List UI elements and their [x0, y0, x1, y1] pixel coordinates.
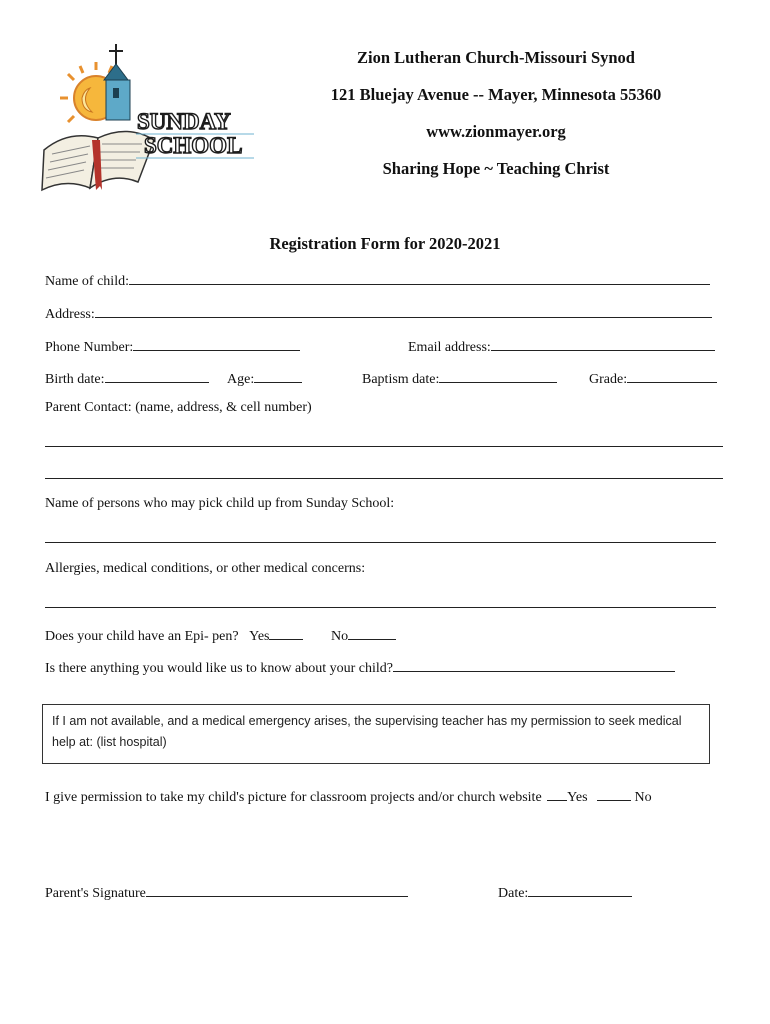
church-icon — [104, 44, 130, 120]
photo-yes-label: Yes — [567, 790, 588, 805]
pickup-line[interactable] — [45, 542, 716, 543]
baptism-row — [362, 368, 557, 388]
signature-field[interactable] — [146, 882, 408, 897]
know-label: Is there anything you would like us to know about your child? — [45, 661, 393, 676]
child-name-field[interactable] — [129, 270, 710, 285]
birth-date-row — [45, 368, 209, 388]
signature-label: Parent's Signature — [45, 886, 146, 901]
age-row — [227, 368, 302, 388]
photo-no-field[interactable] — [597, 786, 631, 801]
sunday-school-logo — [38, 40, 262, 192]
logo-line1: SUNDAY — [137, 109, 231, 134]
epipen-no-field[interactable] — [348, 625, 396, 640]
parent-contact-line-1[interactable] — [45, 446, 723, 447]
know-field[interactable] — [393, 657, 675, 672]
email-row — [408, 336, 715, 356]
logo-line2: SCHOOL — [144, 133, 243, 158]
epipen-label: Does your child have an Epi- pen? — [45, 629, 239, 644]
photo-yes-field[interactable] — [547, 786, 567, 801]
phone-field[interactable] — [133, 336, 300, 351]
birth-date-field[interactable] — [105, 368, 209, 383]
form-title: Registration Form for 2020-2021 — [269, 234, 501, 253]
date-row — [498, 882, 632, 902]
signature-row — [45, 882, 408, 902]
address-row — [45, 303, 712, 323]
age-label: Age: — [227, 372, 255, 387]
email-field[interactable] — [491, 336, 715, 351]
grade-row — [589, 368, 717, 388]
age-field[interactable] — [254, 368, 302, 383]
baptism-label: Baptism date: — [362, 372, 440, 387]
birth-date-label: Birth date: — [45, 372, 105, 387]
photo-no-label: No — [634, 790, 652, 805]
baptism-field[interactable] — [439, 368, 557, 383]
grade-label: Grade: — [589, 372, 628, 387]
address-label: Address: — [45, 307, 95, 322]
phone-label: Phone Number: — [45, 340, 134, 355]
email-label: Email address: — [408, 340, 491, 355]
church-motto: Sharing Hope ~ Teaching Christ — [382, 159, 610, 178]
know-row — [45, 657, 675, 677]
pickup-label: Name of persons who may pick child up from Sunday School: — [45, 496, 395, 511]
epipen-yes-field[interactable] — [269, 625, 303, 640]
emergency-permission-box[interactable] — [42, 704, 710, 764]
allergies-label: Allergies, medical conditions, or other medical concerns: — [45, 561, 366, 576]
phone-row — [45, 336, 300, 356]
church-address: 121 Bluejay Avenue -- Mayer, Minnesota 55360 — [330, 85, 662, 104]
epipen-no-label: No — [330, 629, 349, 644]
church-website: www.zionmayer.org — [426, 122, 566, 141]
photo-permission-row — [45, 786, 652, 806]
epipen-row — [45, 625, 396, 645]
parent-contact-line-2[interactable] — [45, 478, 723, 479]
address-field[interactable] — [95, 303, 712, 318]
date-label: Date: — [498, 886, 529, 901]
child-name-row — [45, 270, 710, 290]
date-field[interactable] — [528, 882, 632, 897]
child-name-label: Name of child: — [45, 274, 129, 289]
epipen-yes-label: Yes — [249, 629, 270, 644]
emergency-text: If I am not available, and a medical emergency arises, the supervising teacher has my permission to seek medical help at: (list hospital) — [52, 714, 682, 749]
grade-field[interactable] — [627, 368, 717, 383]
photo-permission-label: I give permission to take my child's picture for classroom projects and/or church website — [45, 790, 542, 805]
parent-contact-label: Parent Contact: (name, address, & cell number) — [45, 400, 312, 415]
church-name: Zion Lutheran Church-Missouri Synod — [357, 48, 635, 67]
allergies-line[interactable] — [45, 607, 716, 608]
